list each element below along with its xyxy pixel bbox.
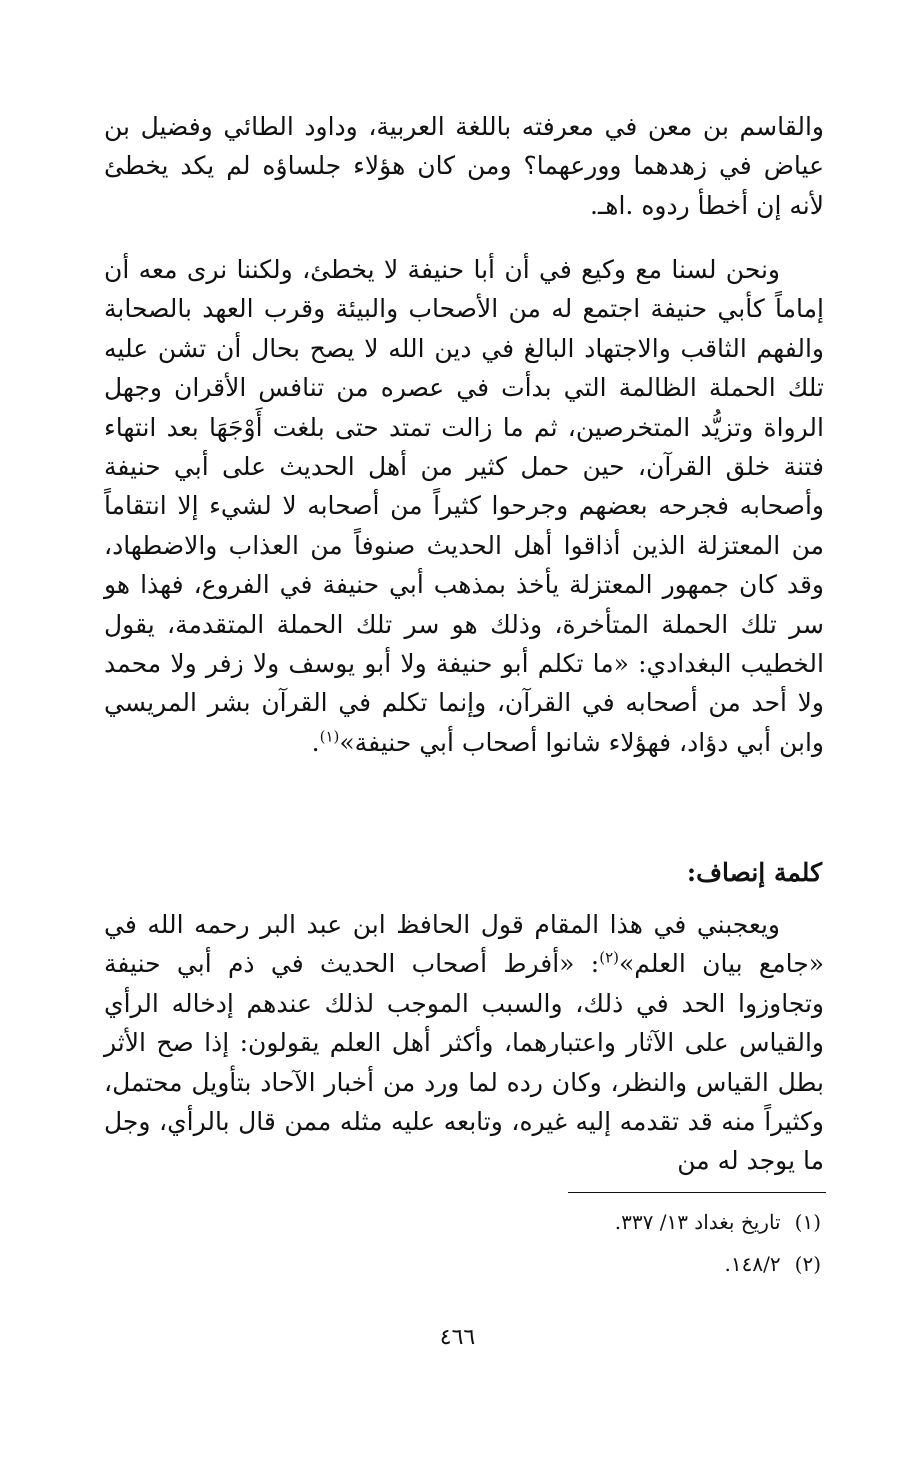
paragraph-fairness (104, 905, 824, 1181)
paragraph-3-start: ويعجبني في هذا المقام قول الحافظ ابن عبد البر رحمه الله في «جامع بيان العلم» (104, 910, 824, 979)
footnote-2 (725, 1250, 821, 1278)
paragraph-3-rest: : «أفرط أصحاب الحديث في ذم أبي حنيفة وتجاوزوا الحد في ذلك، والسبب الموجب لذلك عندهم إدخاله الرأي والقياس على الآثار واعتبارهما، وأكثر أهل العلم يقولون: إذا صح الأثر بطل القياس والنظر، وكان رده لما ورد من أخبار الآحاد بتأويل محتمل، وكثيراً منه قد تقدمه إليه غيره، وتابعه عليه مثله ممن قال بالرأي، وجل ما يوجد له من (104, 949, 824, 1176)
paragraph-critique (104, 250, 824, 762)
paragraph-1-text: والقاسم بن معن في معرفته باللغة العربية، وداود الطائي وفضيل بن عياض في زهدهما وورعهما؟ ومن كان هؤلاء جلساؤه لم يكد يخطئ لأنه إن أخطأ ردوه .اهـ. (104, 112, 824, 220)
section-heading: كلمة إنصاف: (686, 858, 822, 887)
paragraph-continuation (104, 107, 824, 225)
footnote-2-text: ١٤٨/٢. (724, 1252, 781, 1276)
page-number: ٤٦٦ (439, 1325, 476, 1350)
footnote-ref-1: (١) (319, 727, 340, 746)
footnote-1-number: (١) (794, 1210, 821, 1234)
paragraph-2-text: ونحن لسنا مع وكيع في أن أبا حنيفة لا يخطئ، ولكننا نرى معه أن إماماً كأبي حنيفة اجتمع له من الأصحاب والبيئة وقرب العهد بالصحابة والفهم الثاقب والاجتهاد البالغ في دين الله لا يصح بحال أن تشن عليه تلك الحملة الظالمة التي بدأت في عصره من تنافس الأقران وجهل الرواة وتزيُّد المتخرصين، ثم ما زالت تمتد حتى بلغت أَوْجَهَا بعد انتهاء فتنة خلق القرآن، حين حمل كثير من أهل الحديث على أبي حنيفة وأصحابه فجرحه بعضهم وجرحوا كثيراً من أصحابه لا لشيء إلا انتقاماً من المعتزلة الذين أذاقوا أهل الحديث صنوفاً من العذاب والاضطهاد، وقد كان جمهور المعتزلة يأخذ بمذهب أبي حنيفة في الفروع، فهذا هو سر تلك الحملة المتأخرة، وذلك هو سر تلك الحملة المتقدمة، يقول الخطيب البغدادي: «ما تكلم أبو حنيفة ولا أبو يوسف ولا زفر ولا محمد ولا أحد من أصحابه في القرآن، وإنما تكلم في القرآن بشر المريسي وابن أبي دؤاد، فهؤلاء شانوا أصحاب أبي حنيفة» (104, 255, 824, 757)
footnote-ref-2: (٢) (599, 949, 619, 968)
footnote-1 (615, 1208, 821, 1236)
paragraph-2-end: . (311, 727, 320, 757)
footnote-2-number: (٢) (794, 1252, 821, 1276)
footnote-separator (568, 1192, 826, 1193)
footnote-1-text: تاريخ بغداد ١٣/ ٣٣٧. (614, 1210, 781, 1234)
